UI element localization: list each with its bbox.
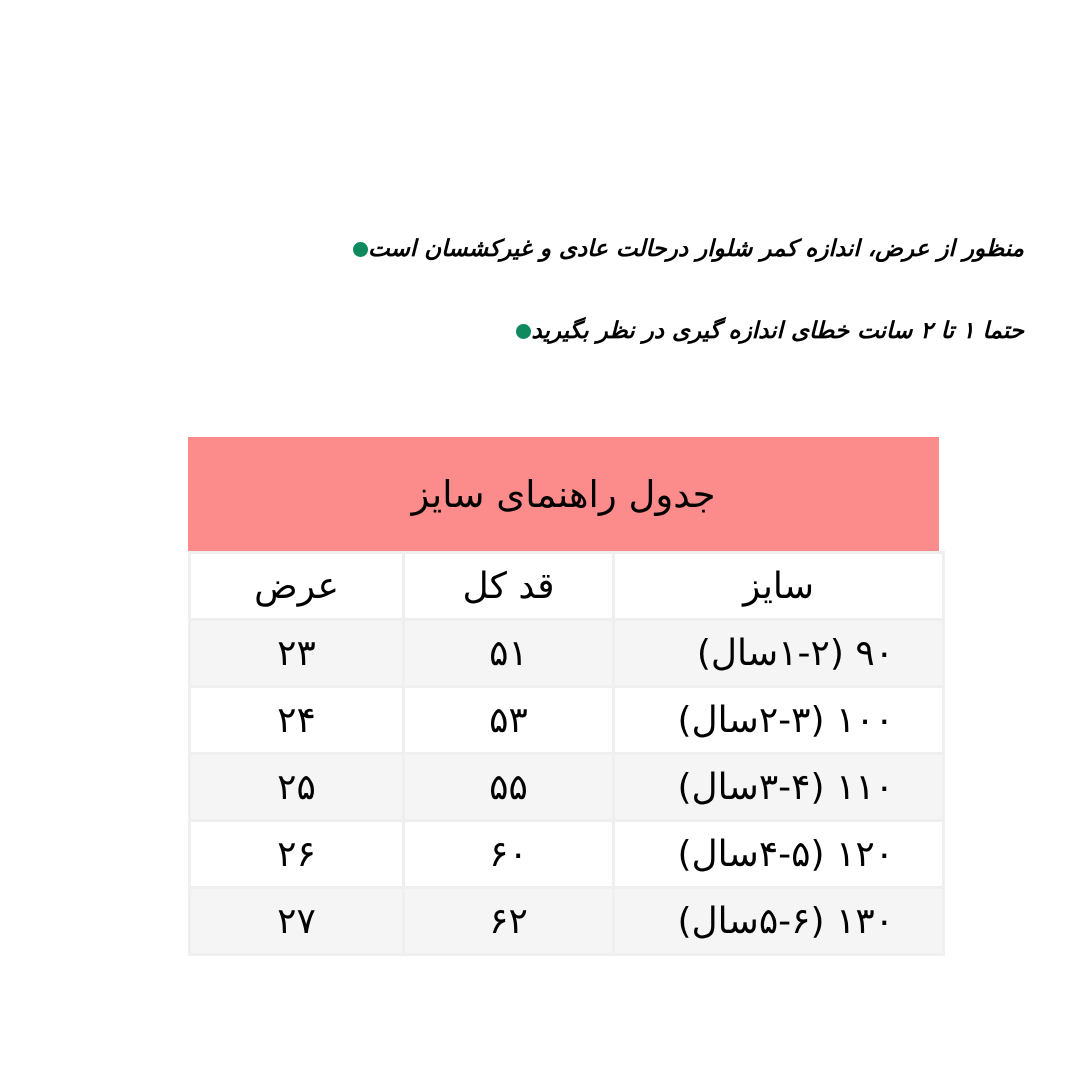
cell-length: ۵۱ xyxy=(404,620,614,687)
cell-size: ۱۲۰ (۴-۵سال) xyxy=(614,821,944,888)
note-item xyxy=(331,236,1024,262)
cell-length: ۵۳ xyxy=(404,687,614,754)
bullet-icon xyxy=(353,242,368,257)
note-item xyxy=(494,318,1024,344)
cell-width: ۲۳ xyxy=(190,620,404,687)
cell-length: ۶۲ xyxy=(404,888,614,955)
cell-size: ۱۳۰ (۵-۶سال) xyxy=(614,888,944,955)
size-table-grid xyxy=(188,551,945,956)
table-row xyxy=(190,821,944,888)
note-text: منظور از عرض، اندازه کمر شلوار درحالت عادی و غیرکشسان است xyxy=(368,236,1024,262)
note-text: حتما ۱ تا ۲ سانت خطای اندازه گیری در نظر بگیرید xyxy=(531,318,1024,344)
table-row xyxy=(190,687,944,754)
table-row xyxy=(190,754,944,821)
cell-size: ۹۰ (۱-۲سال) xyxy=(614,620,944,687)
size-guide-table xyxy=(188,437,942,956)
cell-length: ۵۵ xyxy=(404,754,614,821)
header-width: عرض xyxy=(190,553,404,620)
table-row xyxy=(190,620,944,687)
header-length: قد کل xyxy=(404,553,614,620)
cell-size: ۱۰۰ (۲-۳سال) xyxy=(614,687,944,754)
cell-width: ۲۶ xyxy=(190,821,404,888)
table-title: جدول راهنمای سایز xyxy=(188,437,939,551)
header-size: سایز xyxy=(614,553,944,620)
cell-width: ۲۷ xyxy=(190,888,404,955)
cell-width: ۲۴ xyxy=(190,687,404,754)
notes-section xyxy=(0,0,1080,400)
bullet-icon xyxy=(516,324,531,339)
table-header-row xyxy=(190,553,944,620)
cell-width: ۲۵ xyxy=(190,754,404,821)
cell-size: ۱۱۰ (۳-۴سال) xyxy=(614,754,944,821)
table-row xyxy=(190,888,944,955)
cell-length: ۶۰ xyxy=(404,821,614,888)
